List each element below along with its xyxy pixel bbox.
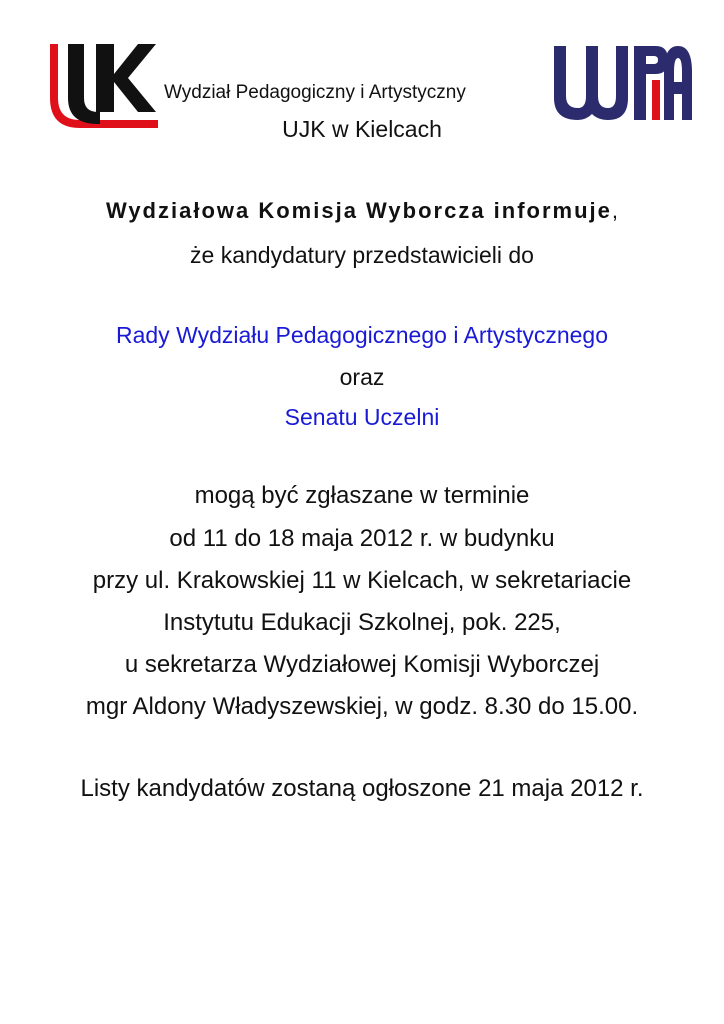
university-name: UJK w Kielcach xyxy=(282,116,442,142)
detail-line: u sekretarza Wydziałowej Komisji Wyborczej xyxy=(124,651,600,678)
detail-line: od 11 do 18 maja 2012 r. w budynku xyxy=(169,525,555,552)
detail-line: Instytutu Edukacji Szkolnej, pok. 225, xyxy=(163,609,561,636)
wpia-logo xyxy=(552,42,694,122)
headline-bold: Wydziałowa Komisja Wyborcza informuje xyxy=(105,198,612,223)
closing-line: Listy kandydatów zostaną ogłoszone 21 maja 2012 r. xyxy=(80,775,644,802)
council-name: Rady Wydziału Pedagogicznego i Artystycznego xyxy=(115,322,608,348)
announcement-headline xyxy=(0,198,724,224)
conjunction: oraz xyxy=(339,364,385,390)
detail-line: przy ul. Krakowskiej 11 w Kielcach, w sekretariacie xyxy=(92,567,632,594)
intro-line: że kandydatury przedstawicieli do xyxy=(190,242,534,268)
detail-line: mgr Aldony Władyszewskiej, w godz. 8.30 do 15.00. xyxy=(85,693,639,720)
detail-line: mogą być zgłaszane w terminie xyxy=(194,482,530,509)
senate-name: Senatu Uczelni xyxy=(284,404,440,430)
faculty-name: Wydział Pedagogiczny i Artystyczny xyxy=(164,82,466,103)
headline-comma: , xyxy=(611,198,619,223)
